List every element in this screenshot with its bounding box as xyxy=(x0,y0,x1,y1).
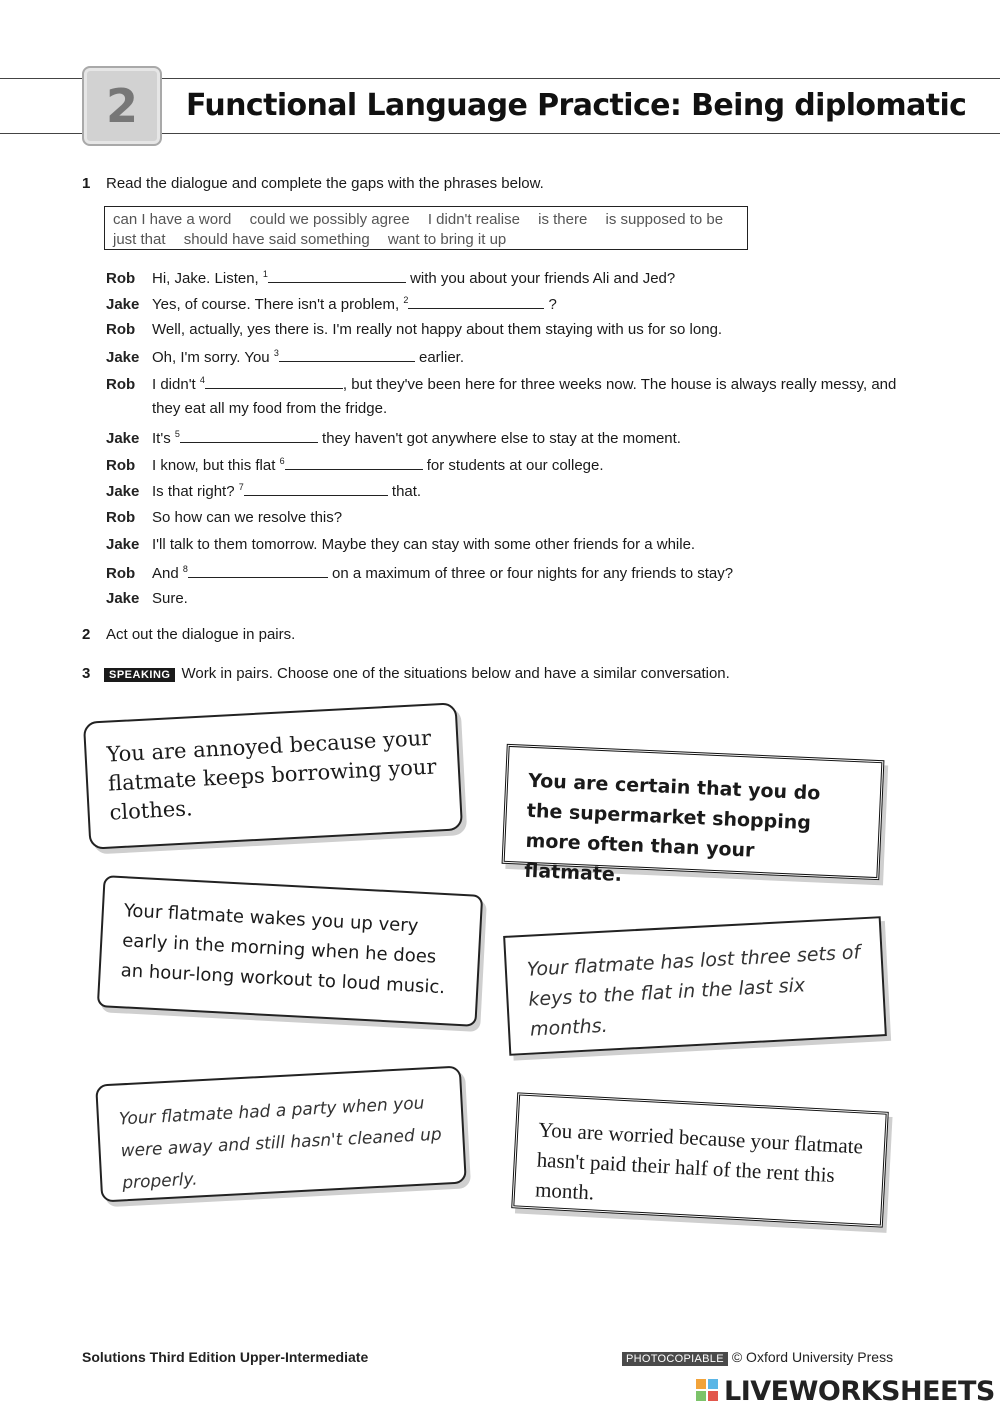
answer-gap[interactable] xyxy=(285,455,423,470)
dialogue-line xyxy=(106,374,896,393)
unit-number: 2 xyxy=(105,79,138,133)
gap-number: 4 xyxy=(199,375,205,385)
exercise-1-number: 1 xyxy=(82,175,91,192)
speaker: Jake xyxy=(106,430,140,447)
speaker: Jake xyxy=(106,483,140,500)
brand-name: LIVEWORKSHEETS xyxy=(724,1376,995,1407)
page-title: Functional Language Practice: Being diplomatic xyxy=(186,88,967,123)
situation-card: You are annoyed because your flatmate keeps borrowing your clothes. xyxy=(83,702,463,849)
gap-number: 2 xyxy=(403,295,409,305)
dialogue-line xyxy=(106,455,604,474)
dialogue-text: Sure. xyxy=(152,590,188,607)
speaker: Jake xyxy=(106,590,140,607)
dialogue-line xyxy=(106,563,733,582)
answer-gap[interactable] xyxy=(268,268,406,283)
dialogue-text: So how can we resolve this? xyxy=(152,509,343,526)
speaker: Rob xyxy=(106,565,136,582)
dialogue-line xyxy=(106,428,681,447)
speaker: Rob xyxy=(106,457,136,474)
situation-card: Your flatmate wakes you up very early in the morning when he does an hour-long workout to loud music. xyxy=(97,875,483,1027)
answer-gap[interactable] xyxy=(205,374,343,389)
dialogue-text: I'll talk to them tomorrow. Maybe they can stay with some other friends for a while. xyxy=(152,536,696,553)
phrase: want to bring it up xyxy=(387,231,507,248)
speaker: Rob xyxy=(106,509,136,526)
dialogue-text: on a maximum of three or four nights for any friends to stay? xyxy=(327,565,734,582)
exercise-3-instruction-row xyxy=(96,665,730,682)
speaking-badge: SPEAKING xyxy=(104,668,175,682)
dialogue-line xyxy=(106,509,342,526)
dialogue-line xyxy=(106,268,675,287)
footer-copyright: © Oxford University Press xyxy=(731,1349,894,1365)
exercise-2-number: 2 xyxy=(82,626,91,643)
speaker: Rob xyxy=(106,321,136,338)
speaker: Rob xyxy=(106,270,136,287)
situation-card: Your flatmate had a party when you were away and still hasn't cleaned up properly. xyxy=(95,1066,467,1203)
phrase: can I have a word xyxy=(113,211,232,228)
dialogue-line xyxy=(106,536,695,553)
dialogue-text: Is that right? xyxy=(152,483,239,500)
answer-gap[interactable] xyxy=(244,481,388,496)
dialogue-line xyxy=(106,294,557,313)
situation-card: You are certain that you do the supermarket shopping more often than your flatmate. xyxy=(502,744,885,880)
dialogue-text: Oh, I'm sorry. You xyxy=(152,349,274,366)
dialogue-text: with you about your friends Ali and Jed? xyxy=(405,270,676,287)
dialogue-text: I know, but this flat xyxy=(152,457,280,474)
dialogue-text: It's xyxy=(152,430,175,447)
dialogue-line xyxy=(106,481,421,500)
answer-gap[interactable] xyxy=(408,294,544,309)
phrase: should have said something xyxy=(183,231,370,248)
dialogue-line xyxy=(106,590,188,607)
dialogue-text: ? xyxy=(544,296,557,313)
speaker: Jake xyxy=(106,296,140,313)
answer-gap[interactable] xyxy=(188,563,328,578)
dialogue-text: Well, actually, yes there is. I'm really not happy about them staying with us for so long. xyxy=(152,321,723,338)
dialogue-text: Yes, of course. There isn't a problem, xyxy=(152,296,404,313)
phrase: is supposed to be xyxy=(605,211,724,228)
phrase: I didn't realise xyxy=(427,211,520,228)
exercise-3-number: 3 xyxy=(82,665,91,682)
phrase: could we possibly agree xyxy=(249,211,410,228)
dialogue-line xyxy=(106,321,722,338)
gap-number: 3 xyxy=(273,348,279,358)
dialogue-text: that. xyxy=(387,483,422,500)
dialogue-text: I didn't xyxy=(152,376,200,393)
dialogue-text: , but they've been here for three weeks now. The house is always really messy, and xyxy=(342,376,897,393)
photocopiable-badge: PHOTOCOPIABLE xyxy=(622,1352,728,1366)
dialogue-line xyxy=(106,347,464,366)
footer-book-title: Solutions Third Edition Upper-Intermediate xyxy=(82,1349,369,1365)
phrase: is there xyxy=(538,211,588,228)
answer-gap[interactable] xyxy=(279,347,415,362)
exercise-2-instruction: Act out the dialogue in pairs. xyxy=(106,626,296,643)
phrase-box xyxy=(104,206,748,250)
brand-row xyxy=(696,1376,995,1407)
gap-number: 6 xyxy=(279,456,285,466)
unit-number-box xyxy=(82,66,162,146)
dialogue-text: they haven't got anywhere else to stay at the moment. xyxy=(317,430,681,447)
speaker: Jake xyxy=(106,349,140,366)
speaker: Jake xyxy=(106,536,140,553)
speaker: Rob xyxy=(106,376,136,393)
situation-card: You are worried because your flatmate hasn't paid their half of the rent this month. xyxy=(511,1092,889,1227)
dialogue-text: earlier. xyxy=(414,349,465,366)
gap-number: 7 xyxy=(238,482,244,492)
liveworksheets-logo-icon xyxy=(696,1379,720,1403)
situation-card: Your flatmate has lost three sets of keys to the flat in the last six months. xyxy=(503,916,887,1056)
gap-number: 1 xyxy=(262,269,268,279)
gap-number: 8 xyxy=(182,564,188,574)
dialogue-text: Hi, Jake. Listen, xyxy=(152,270,263,287)
dialogue-text: for students at our college. xyxy=(422,457,604,474)
dialogue-text: And xyxy=(152,565,183,582)
phrase: just that xyxy=(113,231,166,248)
answer-gap[interactable] xyxy=(180,428,318,443)
exercise-1-instruction: Read the dialogue and complete the gaps with the phrases below. xyxy=(106,175,544,192)
footer-copyright-row xyxy=(622,1349,893,1365)
exercise-3-instruction: Work in pairs. Choose one of the situations below and have a similar conversation. xyxy=(181,665,730,682)
dialogue-continuation: they eat all my food from the fridge. xyxy=(152,400,388,417)
gap-number: 5 xyxy=(174,429,180,439)
